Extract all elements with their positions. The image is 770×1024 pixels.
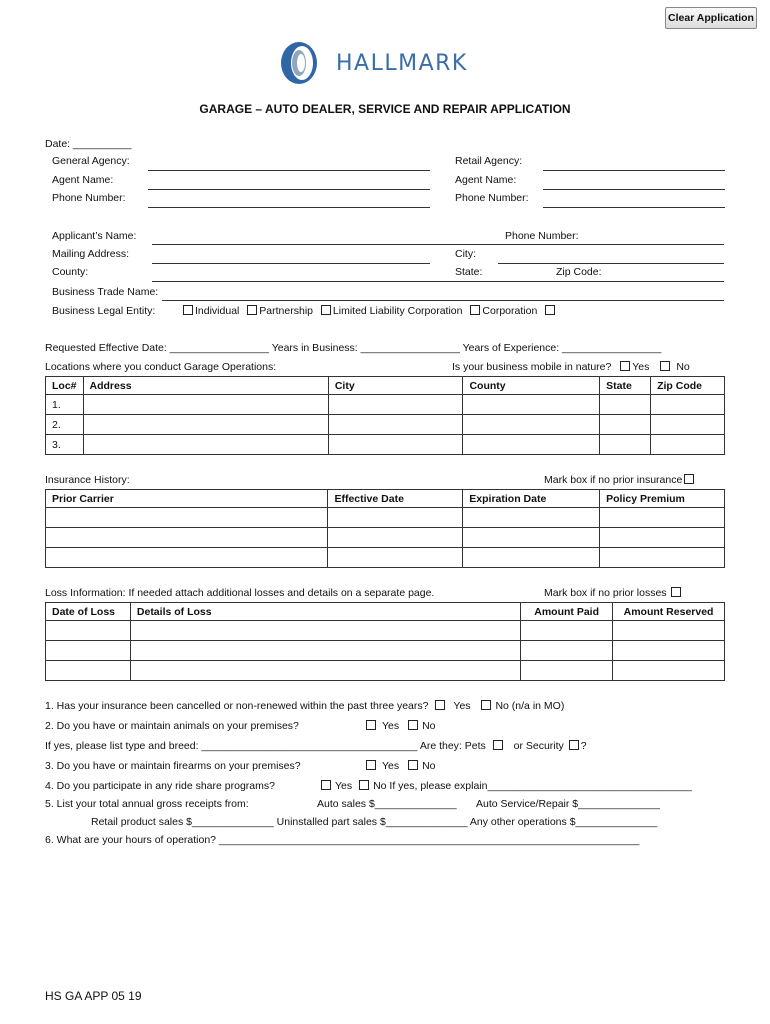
- q3-no-label: No: [422, 760, 436, 772]
- no-prior-losses-label: Mark box if no prior losses: [544, 587, 667, 599]
- mailing-address-field[interactable]: [152, 263, 430, 264]
- no-prior-losses: [544, 587, 683, 599]
- insurance-history-label: Insurance History:: [45, 474, 130, 486]
- loss-information-label: Loss Information: If needed attach additional losses and details on a separate page.: [45, 587, 435, 599]
- county-label: County:: [52, 266, 89, 278]
- q4-no-checkbox[interactable]: [359, 780, 369, 790]
- q2-no-checkbox[interactable]: [408, 720, 418, 730]
- llc-label: Limited Liability Corporation: [332, 305, 463, 317]
- table-row: [46, 548, 725, 568]
- cell-input[interactable]: [83, 395, 328, 415]
- logo-text: HALLMARK: [336, 50, 468, 76]
- phone-number-field[interactable]: [148, 207, 430, 208]
- locations-label: Locations where you conduct Garage Operations:: [45, 361, 277, 373]
- q2-no-label: No: [422, 720, 436, 732]
- cell-input[interactable]: [83, 435, 328, 455]
- phone-number-label: Phone Number:: [52, 192, 126, 204]
- cell-input[interactable]: [651, 395, 725, 415]
- auto-service-field[interactable]: Auto Service/Repair $______________: [476, 798, 660, 810]
- q3-yes-label: Yes: [382, 760, 400, 772]
- cell-input[interactable]: [463, 548, 600, 568]
- cell-input[interactable]: [463, 395, 600, 415]
- cell-input[interactable]: [46, 661, 131, 681]
- no-prior-insurance-label: Mark box if no prior insurance: [544, 474, 683, 486]
- partnership-label: Partnership: [259, 305, 313, 317]
- loss-header-row: [46, 603, 725, 621]
- header-address: Address: [83, 377, 328, 395]
- mobile-yes-label: Yes: [632, 361, 650, 373]
- corporation-checkbox[interactable]: [470, 305, 480, 315]
- effective-date-line[interactable]: Requested Effective Date: _________________ Years in Business: _________________ Years of Experience: _________________: [45, 342, 662, 354]
- cell-input[interactable]: [83, 415, 328, 435]
- header-loc: Loc#: [46, 377, 84, 395]
- loc-number: 2.: [46, 415, 84, 435]
- form-code-footer: HS GA APP 05 19: [45, 989, 142, 1003]
- mobile-question-label: Is your business mobile in nature?: [452, 361, 612, 373]
- cell-input[interactable]: [600, 415, 651, 435]
- loss-table: [45, 602, 725, 681]
- q2-yes-checkbox[interactable]: [366, 720, 376, 730]
- question-4-text: 4. Do you participate in any ride share programs?: [45, 780, 275, 792]
- question-2-text: 2. Do you have or maintain animals on your premises?: [45, 720, 299, 732]
- table-row: [46, 661, 725, 681]
- q1-yes-checkbox[interactable]: [435, 700, 445, 710]
- table-row: [46, 508, 725, 528]
- header-policy-premium: Policy Premium: [600, 490, 725, 508]
- header-amount-paid: Amount Paid: [521, 603, 613, 621]
- header-details-of-loss: Details of Loss: [130, 603, 520, 621]
- cell-input[interactable]: [463, 508, 600, 528]
- table-row: [46, 641, 725, 661]
- general-agency-field[interactable]: [148, 170, 430, 171]
- mobile-no-checkbox[interactable]: [660, 361, 670, 371]
- pets-checkbox[interactable]: [493, 740, 503, 750]
- cell-input[interactable]: [613, 641, 725, 661]
- q1-no-label: No (n/a in MO): [495, 700, 565, 712]
- q1-yes-label: Yes: [453, 700, 471, 712]
- cell-input[interactable]: [521, 661, 613, 681]
- question-2b-end: ?: [580, 740, 587, 752]
- cell-input[interactable]: [328, 435, 463, 455]
- applicant-phone-label: Phone Number:: [505, 230, 579, 242]
- question-5-line-2[interactable]: Retail product sales $______________ Uninstalled part sales $______________ Any other operations $______________: [91, 816, 658, 828]
- city-field[interactable]: [498, 263, 724, 264]
- locations-header-row: [46, 377, 725, 395]
- corporation-label: Corporation: [482, 305, 538, 317]
- retail-agent-name-field[interactable]: [543, 189, 725, 190]
- cell-input[interactable]: [46, 641, 131, 661]
- cell-input[interactable]: [46, 548, 328, 568]
- applicant-name-field[interactable]: [152, 244, 724, 245]
- retail-agency-label: Retail Agency:: [455, 155, 523, 167]
- individual-checkbox[interactable]: [183, 305, 193, 315]
- question-3-options: [366, 760, 436, 772]
- cell-input[interactable]: [600, 528, 725, 548]
- q2-yes-label: Yes: [382, 720, 400, 732]
- cell-input[interactable]: [46, 508, 328, 528]
- retail-phone-number-label: Phone Number:: [455, 192, 529, 204]
- question-1: [45, 700, 564, 712]
- question-3-text: 3. Do you have or maintain firearms on your premises?: [45, 760, 301, 772]
- cell-input[interactable]: [328, 508, 463, 528]
- cell-input[interactable]: [130, 641, 520, 661]
- cell-input[interactable]: [328, 415, 463, 435]
- table-row: [46, 621, 725, 641]
- question-5-text: 5. List your total annual gross receipts from:: [45, 798, 249, 810]
- cell-input[interactable]: [613, 621, 725, 641]
- table-row: [46, 435, 725, 455]
- loc-number: 3.: [46, 435, 84, 455]
- table-row: [46, 528, 725, 548]
- applicant-name-label: Applicant’s Name:: [52, 230, 137, 242]
- q4-yes-label: Yes: [335, 780, 353, 792]
- cell-input[interactable]: [463, 415, 600, 435]
- zip-code-label: Zip Code:: [556, 266, 602, 278]
- clear-application-button[interactable]: Clear Application: [665, 7, 757, 29]
- legal-entity-options: [183, 305, 557, 317]
- header-city: City: [328, 377, 463, 395]
- header-amount-reserved: Amount Reserved: [613, 603, 725, 621]
- question-2-options: [366, 720, 436, 732]
- general-agency-label: General Agency:: [52, 155, 130, 167]
- header-county: County: [463, 377, 600, 395]
- header-date-of-loss: Date of Loss: [46, 603, 131, 621]
- mobile-no-label: No: [676, 361, 690, 373]
- table-row: [46, 415, 725, 435]
- header-prior-carrier: Prior Carrier: [46, 490, 328, 508]
- hallmark-logo: [276, 40, 468, 86]
- mailing-address-label: Mailing Address:: [52, 248, 130, 260]
- header-zip: Zip Code: [651, 377, 725, 395]
- cell-input[interactable]: [600, 508, 725, 528]
- retail-phone-number-field[interactable]: [543, 207, 725, 208]
- no-prior-losses-checkbox[interactable]: [671, 587, 681, 597]
- question-2b-text[interactable]: If yes, please list type and breed: _____________________________________ Are they: Pets: [45, 740, 486, 752]
- q3-no-checkbox[interactable]: [408, 760, 418, 770]
- cell-input[interactable]: [613, 661, 725, 681]
- cell-input[interactable]: [521, 641, 613, 661]
- cell-input[interactable]: [130, 661, 520, 681]
- header-effective-date: Effective Date: [328, 490, 463, 508]
- individual-label: Individual: [195, 305, 240, 317]
- security-checkbox[interactable]: [569, 740, 579, 750]
- cell-input[interactable]: [463, 435, 600, 455]
- mobile-yes-checkbox[interactable]: [620, 361, 630, 371]
- no-prior-insurance-checkbox[interactable]: [684, 474, 694, 484]
- auto-sales-field[interactable]: Auto sales $______________: [317, 798, 457, 810]
- cell-input[interactable]: [600, 395, 651, 415]
- date-label: Date: __________: [45, 138, 132, 150]
- q3-yes-checkbox[interactable]: [366, 760, 376, 770]
- retail-agency-field[interactable]: [543, 170, 725, 171]
- city-label: City:: [455, 248, 476, 260]
- agent-name-field[interactable]: [148, 189, 430, 190]
- county-field[interactable]: [152, 281, 724, 282]
- question-4-options: [321, 780, 692, 792]
- cell-input[interactable]: [600, 435, 651, 455]
- form-title: GARAGE – AUTO DEALER, SERVICE AND REPAIR APPLICATION: [199, 102, 571, 116]
- header-state: State: [600, 377, 651, 395]
- q1-no-checkbox[interactable]: [481, 700, 491, 710]
- q4-yes-checkbox[interactable]: [321, 780, 331, 790]
- hallmark-logo-mark-icon: [276, 40, 322, 86]
- other-entity-checkbox[interactable]: [545, 305, 555, 315]
- agent-name-label: Agent Name:: [52, 174, 114, 186]
- security-label: or Security: [513, 740, 564, 752]
- cell-input[interactable]: [651, 415, 725, 435]
- question-6[interactable]: 6. What are your hours of operation? ________________________________________________________________________: [45, 834, 640, 846]
- cell-input[interactable]: [600, 548, 725, 568]
- retail-agent-name-label: Agent Name:: [455, 174, 517, 186]
- trade-name-label: Business Trade Name:: [52, 286, 159, 298]
- cell-input[interactable]: [463, 528, 600, 548]
- legal-entity-label: Business Legal Entity:: [52, 305, 156, 317]
- cell-input[interactable]: [130, 621, 520, 641]
- llc-checkbox[interactable]: [321, 305, 331, 315]
- q4-no-label[interactable]: No If yes, please explain___________________________________: [373, 780, 692, 792]
- question-2b: [45, 740, 587, 752]
- header-expiration-date: Expiration Date: [463, 490, 600, 508]
- cell-input[interactable]: [46, 528, 328, 548]
- question-1-text: 1. Has your insurance been cancelled or non-renewed within the past three years?: [45, 700, 429, 712]
- cell-input[interactable]: [651, 435, 725, 455]
- insurance-table: [45, 489, 725, 568]
- cell-input[interactable]: [328, 548, 463, 568]
- locations-table: [45, 376, 725, 455]
- state-label: State:: [455, 266, 483, 278]
- cell-input[interactable]: [46, 621, 131, 641]
- cell-input[interactable]: [521, 621, 613, 641]
- mobile-question: [452, 361, 690, 373]
- loc-number: 1.: [46, 395, 84, 415]
- trade-name-field[interactable]: [162, 300, 724, 301]
- insurance-header-row: [46, 490, 725, 508]
- partnership-checkbox[interactable]: [247, 305, 257, 315]
- table-row: [46, 395, 725, 415]
- no-prior-insurance: [544, 474, 696, 486]
- cell-input[interactable]: [328, 395, 463, 415]
- cell-input[interactable]: [328, 528, 463, 548]
